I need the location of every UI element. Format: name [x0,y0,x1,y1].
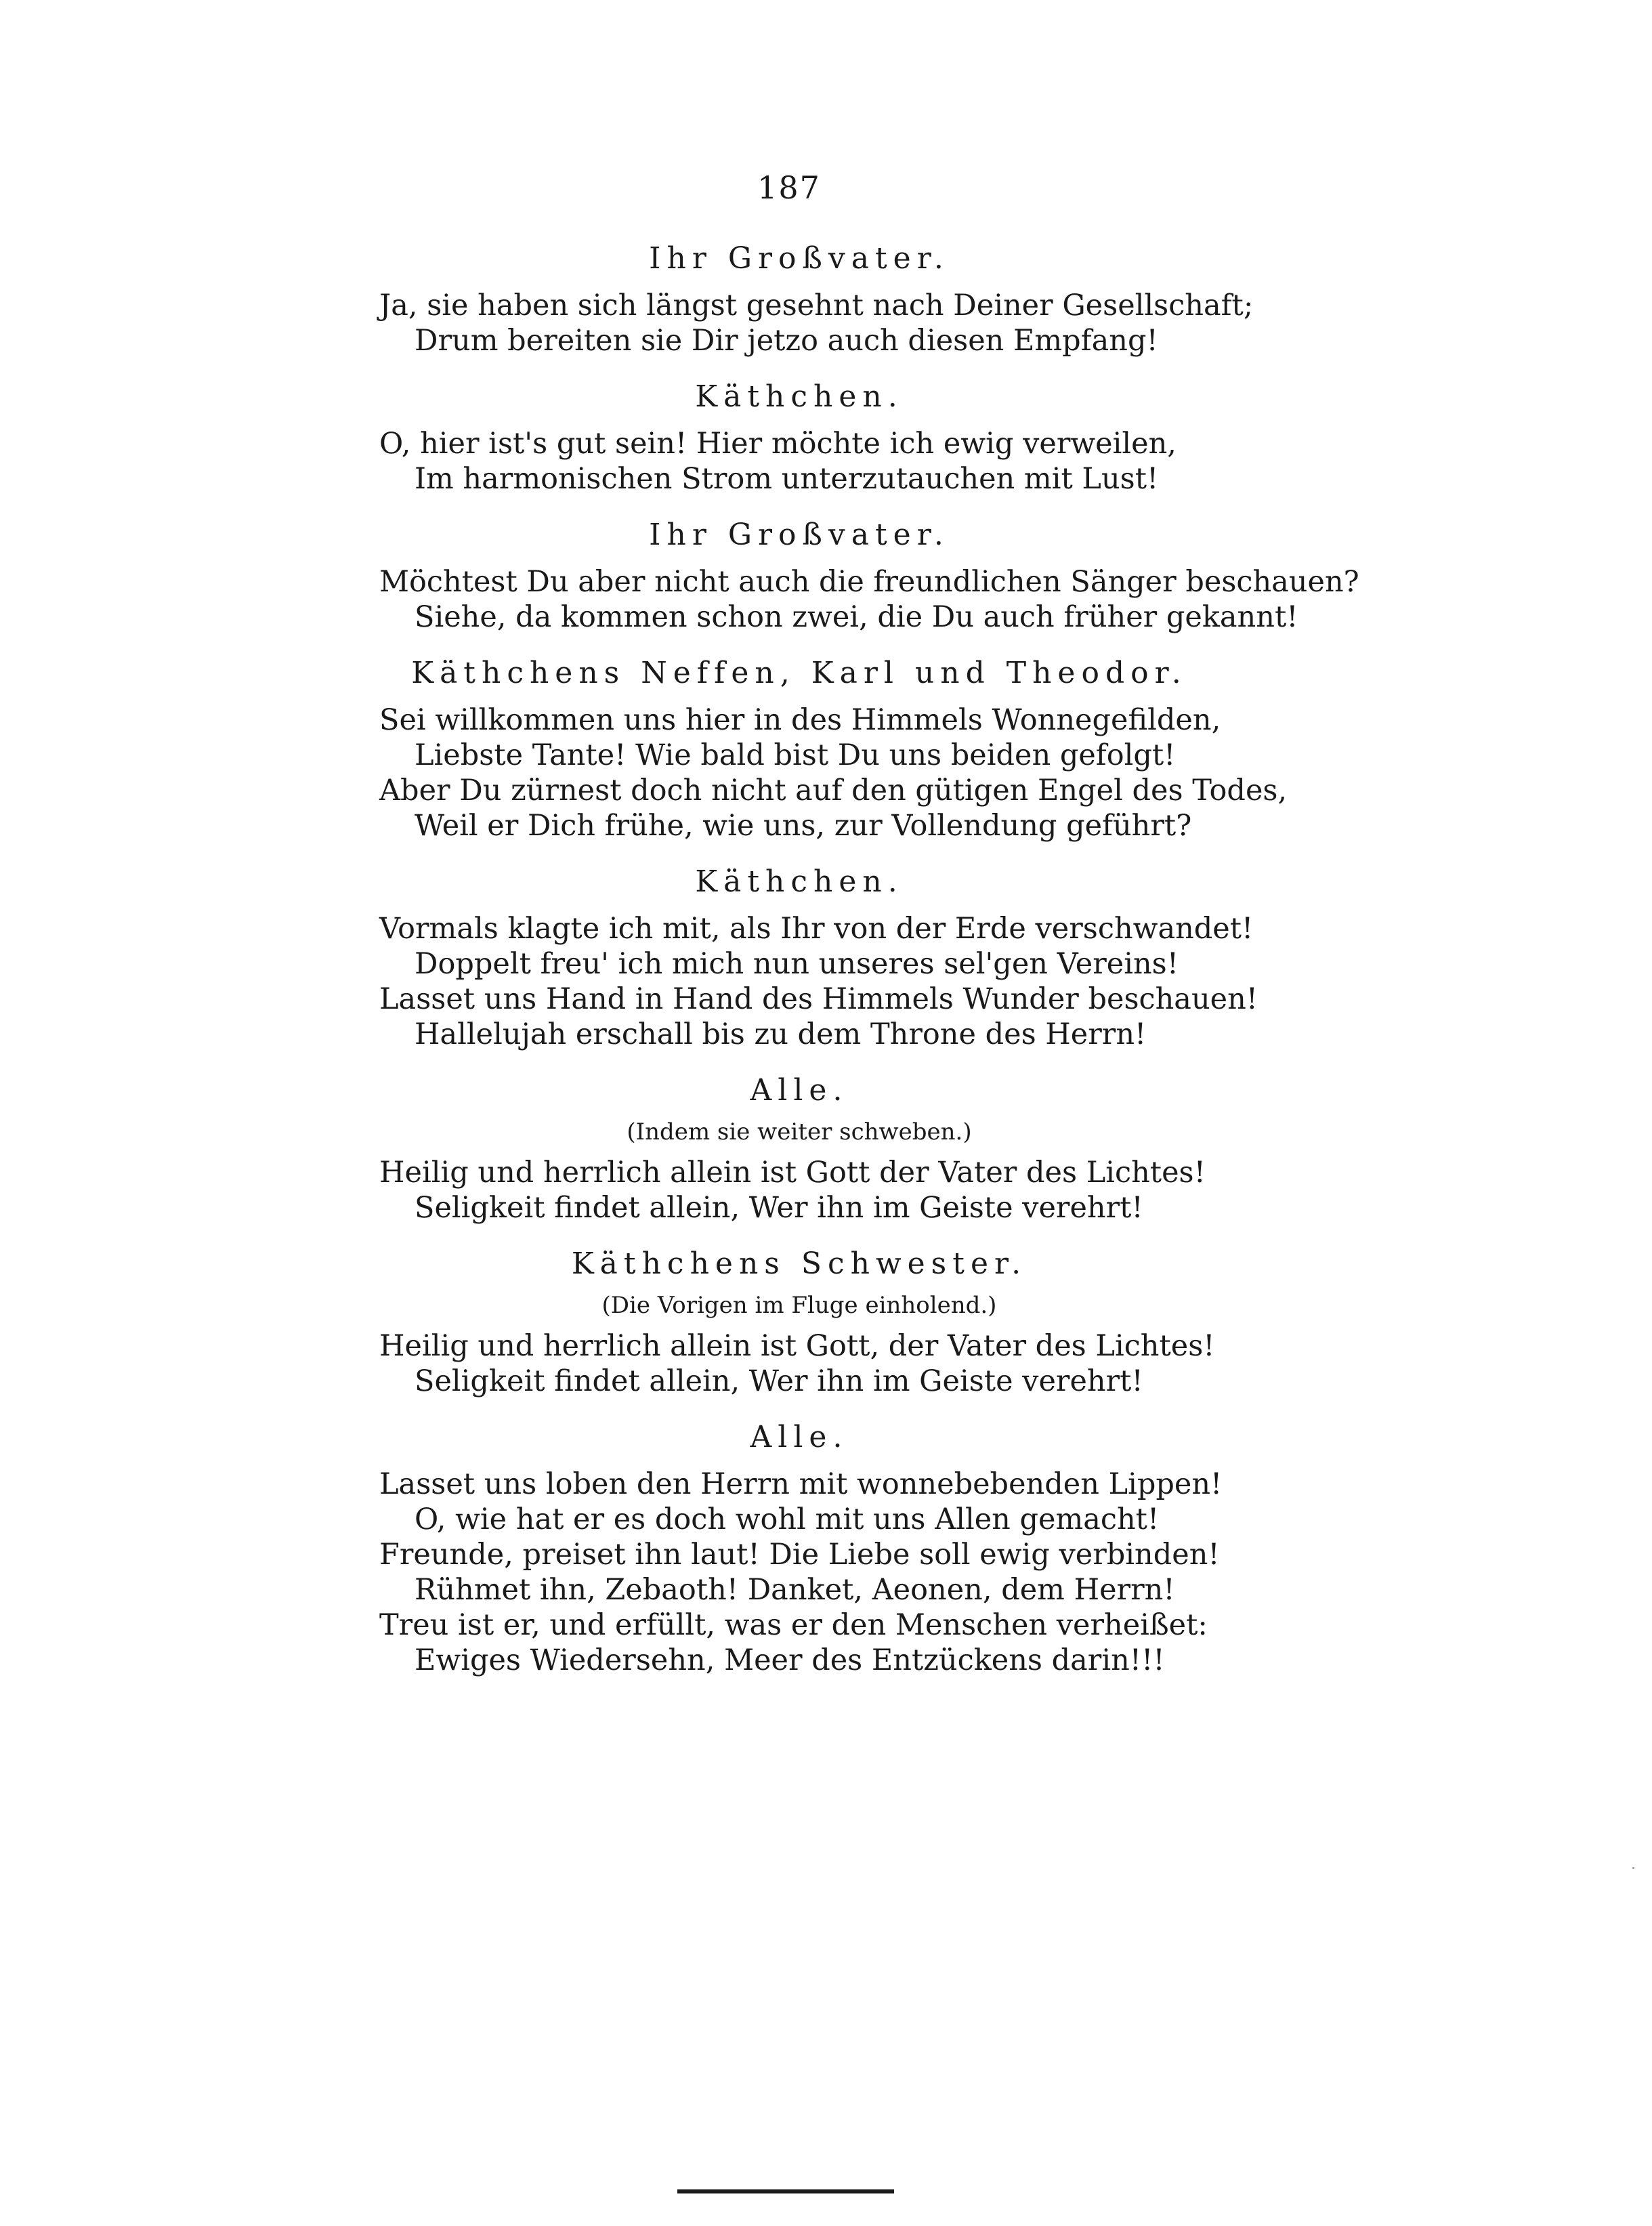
dialogue-section [379,864,1258,1052]
verse-line: Heilig und herrlich allein ist Gott der Vater des Lichtes! [379,1156,1206,1190]
dialogue-section [379,517,1359,635]
verse-line: Heilig und herrlich allein ist Gott, der Vater des Lichtes! [379,1329,1215,1363]
page-number: 187 [757,169,821,206]
verse-line: Drum bereiten sie Dir jetzo auch diesen Empfang! [415,324,1158,358]
verse-line: Sei willkommen uns hier in des Himmels Wonnegefilden, [379,703,1221,737]
speaker-heading: Käthchen. [695,379,904,414]
speaker-heading: Ihr Großvater. [649,518,950,552]
poem-body [379,240,1359,1698]
dialogue-section [379,1419,1223,1678]
verse-line: Im harmonischen Strom unterzutauchen mit Lust! [415,462,1159,496]
verse-line: Siehe, da kommen schon zwei, die Du auch früher gekannt! [415,600,1298,634]
stanza [379,426,1219,497]
end-rule-divider [677,2189,894,2193]
stanza [379,702,1288,843]
scan-speck [1632,1867,1634,1869]
speaker-heading: Alle. [750,1073,849,1108]
verse-line: Möchtest Du aber nicht auch die freundlichen Sänger beschauen? [379,565,1359,599]
speaker-heading: Ihr Großvater. [649,241,950,276]
verse-line: Liebste Tante! Wie bald bist Du uns beiden gefolgt! [415,738,1176,772]
stanza [379,1328,1219,1399]
stanza [379,911,1258,1052]
dialogue-section [379,655,1288,843]
verse-line: O, hier ist's gut sein! Hier möchte ich ewig verweilen, [379,427,1177,461]
verse-line: Lasset uns Hand in Hand des Himmels Wunder beschauen! [379,982,1258,1016]
dialogue-section [379,379,1219,497]
verse-line: Treu ist er, und erfüllt, was er den Menschen verheißet: [379,1608,1208,1642]
stanza [379,564,1359,635]
verse-line: Aber Du zürnest doch nicht auf den gütigen Engel des Todes, [379,774,1288,807]
verse-line: Rühmet ihn, Zebaoth! Danket, Aeonen, dem Herrn! [415,1573,1175,1607]
stanza [379,288,1254,358]
stanza [379,1155,1219,1225]
stanza [379,1467,1223,1678]
verse-line: Ja, sie haben sich längst gesehnt nach Deiner Gesellschaft; [379,289,1254,322]
stage-direction: (Indem sie weiter schweben.) [627,1118,972,1146]
verse-line: Ewiges Wiedersehn, Meer des Entzückens darin!!! [415,1643,1165,1677]
verse-line: Weil er Dich frühe, wie uns, zur Vollendung geführt? [415,809,1192,843]
verse-line: Freunde, preiset ihn laut! Die Liebe soll ewig verbinden! [379,1538,1220,1572]
verse-line: O, wie hat er es doch wohl mit uns Allen gemacht! [415,1503,1160,1536]
verse-line: Hallelujah erschall bis zu dem Throne des Herrn! [415,1017,1147,1051]
stage-direction: (Die Vorigen im Fluge einholend.) [601,1292,997,1319]
speaker-heading: Käthchens Schwester. [571,1246,1028,1281]
speaker-heading: Käthchens Neffen, Karl und Theodor. [411,656,1187,690]
verse-line: Seligkeit findet allein, Wer ihn im Geiste verehrt! [415,1364,1143,1398]
dialogue-section [379,1246,1219,1399]
verse-line: Doppelt freu' ich mich nun unseres sel'gen Vereins! [415,947,1179,981]
speaker-heading: Alle. [750,1420,849,1454]
dialogue-section [379,240,1254,358]
verse-line: Seligkeit findet allein, Wer ihn im Geiste verehrt! [415,1191,1143,1225]
verse-line: Lasset uns loben den Herrn mit wonnebebenden Lippen! [379,1467,1223,1501]
dialogue-section [379,1072,1219,1225]
verse-line: Vormals klagte ich mit, als Ihr von der Erde verschwandet! [379,912,1254,946]
speaker-heading: Käthchen. [695,864,904,899]
